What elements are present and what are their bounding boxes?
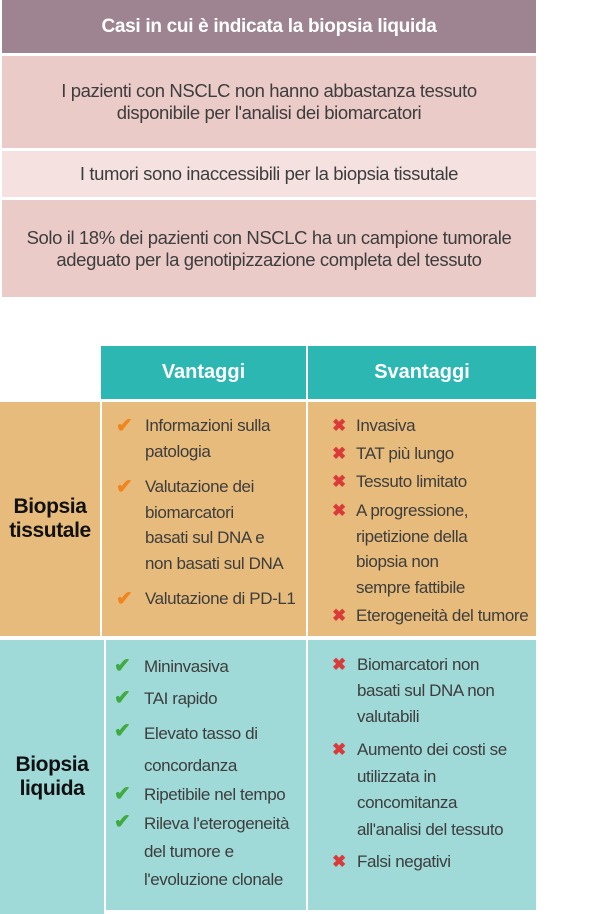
cross-icon: ✖ [332, 852, 346, 871]
row-label-line: Biopsia [13, 495, 87, 518]
disadvantage-item [332, 441, 454, 467]
tissue-disadvantages-cell [308, 402, 536, 636]
item-line: Invasiva [356, 416, 416, 435]
item-line: Rileva l'eterogeneità [144, 814, 290, 833]
item-line: Valutazione di PD-L1 [145, 589, 296, 608]
advantage-item [114, 686, 217, 712]
indication-row [2, 200, 536, 297]
item-line: Eterogeneità del tumore [356, 606, 529, 625]
item-line: A progressione, [356, 501, 469, 520]
disadvantage-item [332, 652, 494, 730]
tissue-advantages-cell [102, 402, 306, 636]
item-line: Tessuto limitato [356, 472, 467, 491]
row-label-line: Biopsia [15, 753, 89, 776]
item-line: Valutazione dei [145, 477, 254, 496]
advantage-item [114, 718, 258, 782]
advantage-item [116, 586, 295, 612]
item-line: Informazioni sulla [145, 416, 271, 435]
item-line: biopsia non [356, 552, 439, 571]
check-icon: ✔ [116, 476, 133, 498]
item-line: l'evoluzione clonale [144, 870, 283, 889]
cross-icon: ✖ [332, 655, 346, 674]
check-icon: ✔ [114, 720, 131, 742]
check-icon: ✔ [116, 415, 133, 437]
advantage-item [114, 810, 289, 894]
item-line: Biomarcatori non [357, 655, 480, 674]
liquid-biopsy-row-label [0, 640, 104, 914]
disadvantage-item [332, 849, 451, 875]
tissue-biopsy-row-label [0, 402, 100, 636]
cross-icon: ✖ [332, 606, 346, 625]
disadvantage-item [332, 498, 468, 600]
advantage-item [116, 474, 283, 576]
indication-text: I pazienti con NSCLC non hanno abbastanza tessuto disponibile per l'analisi dei biomarcatori [61, 80, 477, 123]
liquid-advantages-cell [106, 640, 306, 910]
check-icon: ✔ [114, 655, 131, 677]
indication-row [2, 56, 536, 148]
item-line: biomarcatori [145, 502, 234, 522]
item-line: concordanza [144, 756, 237, 775]
check-icon: ✔ [116, 588, 133, 610]
item-line: Aumento dei costi se [357, 740, 507, 759]
item-line: Falsi negativi [357, 852, 451, 871]
disadvantage-item [332, 737, 507, 843]
item-line: sempre fattibile [356, 577, 465, 597]
item-line: non basati sul DNA [145, 553, 284, 573]
cross-icon: ✖ [332, 740, 346, 759]
cross-icon: ✖ [332, 501, 346, 520]
check-icon: ✔ [114, 783, 131, 805]
item-line: ripetizione della [356, 526, 468, 546]
item-line: Ripetibile nel tempo [144, 785, 286, 804]
item-line: Elevato tasso di [144, 724, 258, 743]
indication-row [2, 151, 536, 197]
item-line: basati sul DNA non [357, 681, 495, 700]
disadvantage-item [332, 603, 528, 629]
cross-icon: ✖ [332, 416, 346, 435]
item-line: valutabili [357, 707, 420, 726]
disadvantage-item [332, 413, 415, 439]
item-line: Mininvasiva [144, 657, 229, 676]
liquid-disadvantages-cell [308, 640, 536, 910]
indication-text: Solo il 18% dei pazienti con NSCLC ha un campione tumorale adeguato per la genotipizzazione completa del tessuto [26, 226, 512, 270]
row-label-line: liquida [19, 777, 85, 800]
advantage-item [114, 782, 285, 808]
row-label-line: tissutale [9, 519, 91, 542]
advantages-column-header: Vantaggi [101, 346, 306, 399]
indication-text: I tumori sono inaccessibili per la biopsia tissutale [79, 163, 459, 184]
item-line: all'analisi del tessuto [357, 819, 504, 839]
disadvantages-column-header: Svantaggi [308, 346, 536, 399]
disadvantage-item [332, 469, 467, 495]
item-line: basati sul DNA e [145, 528, 265, 547]
advantage-item [114, 654, 228, 680]
advantage-item [116, 413, 270, 464]
check-icon: ✔ [114, 687, 131, 709]
item-line: TAI rapido [144, 689, 218, 708]
item-line: utilizzata in [357, 766, 436, 786]
item-line: TAT più lungo [356, 444, 454, 463]
indications-title: Casi in cui è indicata la biopsia liquida [2, 0, 536, 53]
cross-icon: ✖ [332, 472, 346, 491]
check-icon: ✔ [114, 811, 131, 833]
item-line: patologia [145, 441, 211, 461]
item-line: del tumore e [144, 842, 234, 861]
item-line: concomitanza [357, 793, 458, 812]
cross-icon: ✖ [332, 444, 346, 463]
